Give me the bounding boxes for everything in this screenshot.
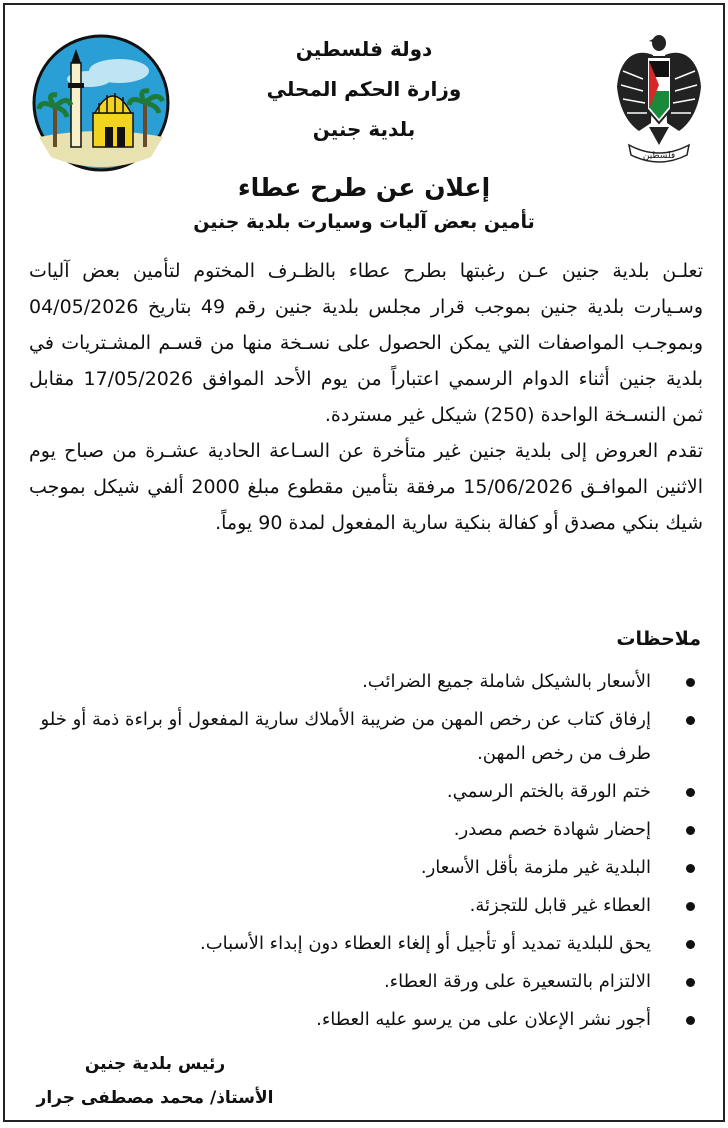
note-text: ختم الورقة بالختم الرسمي. [446, 781, 651, 802]
issuer-header [5, 29, 723, 149]
paragraph-submission: تقدم العروض إلى بلدية جنين غير متأخرة عن السـاعة الحادية عشـرة من صباح يوم الاثنين الموافـق 15/06/2026 مرفقة بتأمين مقطوع مبلغ 2000 ألفي شيكل بموجب شيك بنكي مصدق أو كفالة بنكية سارية المفعول لمدة 90 يوماً. [29, 440, 703, 534]
list-item [25, 889, 701, 923]
signatory-role: رئيس بلدية جنين [84, 1054, 226, 1074]
bullet-icon [686, 716, 695, 725]
ministry-name: وزارة الحكم المحلي [266, 77, 462, 101]
list-item [25, 665, 701, 699]
announcement-title: إعلان عن طرح عطاء [237, 173, 491, 202]
note-text: إحضار شهادة خصم مصدر. [453, 819, 651, 840]
notes-heading: ملاحظات [616, 628, 701, 650]
list-item [25, 1003, 701, 1037]
notes-list [25, 665, 701, 1041]
list-item [25, 927, 701, 961]
bullet-icon [686, 826, 695, 835]
bullet-icon [686, 788, 695, 797]
emblem-caption: فلسطين [642, 151, 676, 161]
municipality-name: بلدية جنين [312, 117, 416, 141]
note-text: يحق للبلدية تمديد أو تأجيل أو إلغاء العطاء دون إبداء الأسباب. [200, 933, 651, 954]
note-text: الالتزام بالتسعيرة على ورقة العطاء. [383, 971, 651, 992]
paragraph-tender: تعلـن بلدية جنين عـن رغبتها بطرح عطاء بالظـرف المختوم لتأمين بعض آليات وسـيارت بلدية جنين بموجب قرار مجلس بلدية جنين رقم 49 بتاريخ 04/05/2026 وبموجـب المواصفات التي يمكن الحصول على نسـخة منها من قسـم المشـتريات في بلدية جنين أثناء الدوام الرسمي اعتباراً من يوم الأحد الموافق 17/05/2026 مقابل ثمن النسـخة الواحدة (250) شيكل غير مستردة. [29, 260, 703, 426]
bullet-icon [686, 978, 695, 987]
list-item [25, 965, 701, 999]
note-text: إرفاق كتاب عن رخص المهن من ضريبة الأملاك سارية المفعول أو براءة ذمة أو خلو طرف من رخص المهن. [40, 709, 651, 764]
note-text: الأسعار بالشيكل شاملة جميع الضرائب. [362, 671, 651, 692]
tender-announcement [3, 3, 725, 1122]
list-item [25, 813, 701, 847]
bullet-icon [686, 678, 695, 687]
bullet-icon [686, 940, 695, 949]
announcement-body [29, 253, 703, 541]
list-item [25, 851, 701, 885]
state-name: دولة فلسطين [295, 37, 433, 61]
signatory-name: الأستاذ/ محمد مصطفى جرار [36, 1088, 274, 1108]
announcement-subtitle: تأمين بعض آليات وسيارت بلدية جنين [193, 211, 535, 233]
signature-block [5, 1047, 305, 1115]
bullet-icon [686, 902, 695, 911]
note-text: العطاء غير قابل للتجزئة. [469, 895, 651, 916]
bullet-icon [686, 864, 695, 873]
note-text: أجور نشر الإعلان على من يرسو عليه العطاء. [316, 1009, 651, 1030]
list-item [25, 775, 701, 809]
list-item [25, 703, 701, 771]
note-text: البلدية غير ملزمة بأقل الأسعار. [420, 857, 651, 878]
bullet-icon [686, 1016, 695, 1025]
